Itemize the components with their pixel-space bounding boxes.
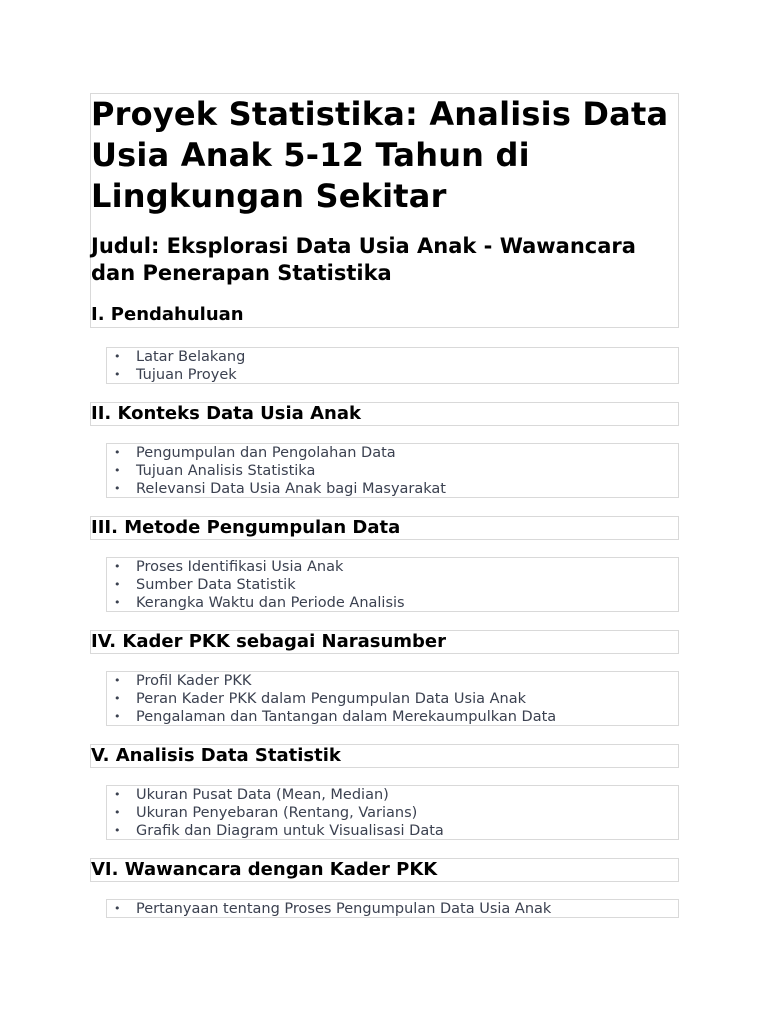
section-list-pendahuluan [106, 347, 679, 384]
section-list-analisis [106, 785, 679, 840]
section-list-wawancara [106, 899, 679, 918]
section-heading-box-kader [90, 630, 679, 654]
list-item: • Proses Identifikasi Usia Anak [136, 558, 678, 576]
section-heading-box-analisis [90, 744, 679, 768]
list-item: • Latar Belakang [136, 348, 678, 366]
section-list-kader [106, 671, 679, 726]
section-heading-metode: III. Metode Pengumpulan Data [91, 517, 401, 538]
section-heading-analisis: V. Analisis Data Statistik [91, 745, 341, 766]
section-heading-box-metode [90, 516, 679, 540]
list-item: • Sumber Data Statistik [136, 576, 678, 594]
list-item: • Ukuran Pusat Data (Mean, Median) [136, 786, 678, 804]
list-item: • Profil Kader PKK [136, 672, 678, 690]
list-item: • Tujuan Analisis Statistika [136, 462, 678, 480]
document-title: Proyek Statistika: Analisis Data Usia Anak 5-12 Tahun di Lingkungan Sekitar [91, 95, 669, 215]
list-item: • Peran Kader PKK dalam Pengumpulan Data Usia Anak [136, 690, 678, 708]
list-item: • Ukuran Penyebaran (Rentang, Varians) [136, 804, 678, 822]
list-item: • Grafik dan Diagram untuk Visualisasi Data [136, 822, 678, 840]
document-subtitle: Judul: Eksplorasi Data Usia Anak - Wawancara dan Penerapan Statistika [91, 234, 636, 285]
section-list-konteks [106, 443, 679, 498]
section-heading-konteks: II. Konteks Data Usia Anak [91, 403, 361, 424]
section-heading-pendahuluan: I. Pendahuluan [91, 304, 244, 325]
section-list-metode [106, 557, 679, 612]
title-block [90, 93, 679, 328]
section-heading-wawancara: VI. Wawancara dengan Kader PKK [91, 859, 438, 880]
list-item: • Pengalaman dan Tantangan dalam Merekaumpulkan Data [136, 708, 678, 726]
list-item: • Pertanyaan tentang Proses Pengumpulan Data Usia Anak [136, 900, 678, 918]
list-item: • Kerangka Waktu dan Periode Analisis [136, 594, 678, 612]
list-item: • Relevansi Data Usia Anak bagi Masyarakat [136, 480, 678, 498]
list-item: • Tujuan Proyek [136, 366, 678, 384]
list-item: • Pengumpulan dan Pengolahan Data [136, 444, 678, 462]
document-page [90, 93, 679, 918]
section-heading-box-wawancara [90, 858, 679, 882]
section-heading-box-konteks [90, 402, 679, 426]
section-heading-kader: IV. Kader PKK sebagai Narasumber [91, 631, 447, 652]
